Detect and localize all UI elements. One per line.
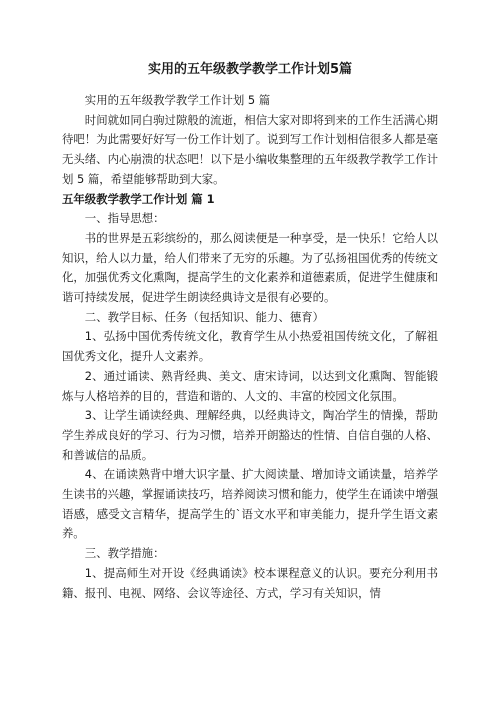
measure-item-1: 1、提高师生对开设《经典诵读》校本课程意义的认识。要充分利用书籍、报刊、电视、网络、会议等途径、方式，学习有关知识，情 xyxy=(62,565,438,600)
goal-item-4: 4、在诵读熟背中增大识字量、扩大阅读量、增加诗文诵读量，培养学生读书的兴趣，掌握诵读技巧，培养阅读习惯和能力，使学生在诵读中增强语感，感受文言精华，提高学生的`语文水平和审美能力，提升学生语文素养。 xyxy=(62,467,438,541)
intro-paragraph: 时间就如同白驹过隙般的流逝，相信大家对即将到来的工作生活满心期待吧！为此需要好好写一份工作计划了。说到写工作计划相信很多人都是毫无头绪、内心崩溃的状态吧！以下是小编收集整理的五年级教学教学工作计划 5 篇，希望能够帮助到大家。 xyxy=(62,112,438,186)
goal-item-2: 2、通过诵读、熟背经典、美文、唐宋诗词，以达到文化熏陶、智能锻炼与人格培养的目的，营造和谐的、人文的、丰富的校园文化氛围。 xyxy=(62,368,438,403)
goal-item-3: 3、让学生诵读经典、理解经典，以经典诗文，陶冶学生的情操，帮助学生养成良好的学习、行为习惯，培养开朗豁达的性情、自信自强的人格、和善诚信的品质。 xyxy=(62,408,438,462)
document-subtitle: 实用的五年级教学教学工作计划 5 篇 xyxy=(84,93,271,107)
heading-teaching-goals: 二、教学目标、任务（包括知识、能力、德育） xyxy=(84,309,325,324)
heading-teaching-measures: 三、教学措施： xyxy=(84,546,165,561)
goal-item-1: 1、弘扬中国优秀传统文化，教育学生从小热爱祖国传统文化，了解祖国优秀文化，提升人文素养。 xyxy=(62,329,438,364)
heading-guiding-thought: 一、指导思想： xyxy=(84,211,165,226)
paragraph-guiding-thought: 书的世界是五彩缤纷的，那么阅读便是一种享受，是一快乐！它给人以知识，给人以力量，给人们带来了无穷的乐趣。为了弘扬祖国优秀的传统文化，加强优秀文化熏陶，提高学生的文化素养和道德素质，促进学生健康和谐可持续发展，促进学生朗读经典诗文是很有必要的。 xyxy=(62,230,438,305)
document-title: 实用的五年级教学教学工作计划5篇 xyxy=(147,62,353,77)
section-heading: 五年级教学教学工作计划 篇 1 xyxy=(62,191,215,206)
